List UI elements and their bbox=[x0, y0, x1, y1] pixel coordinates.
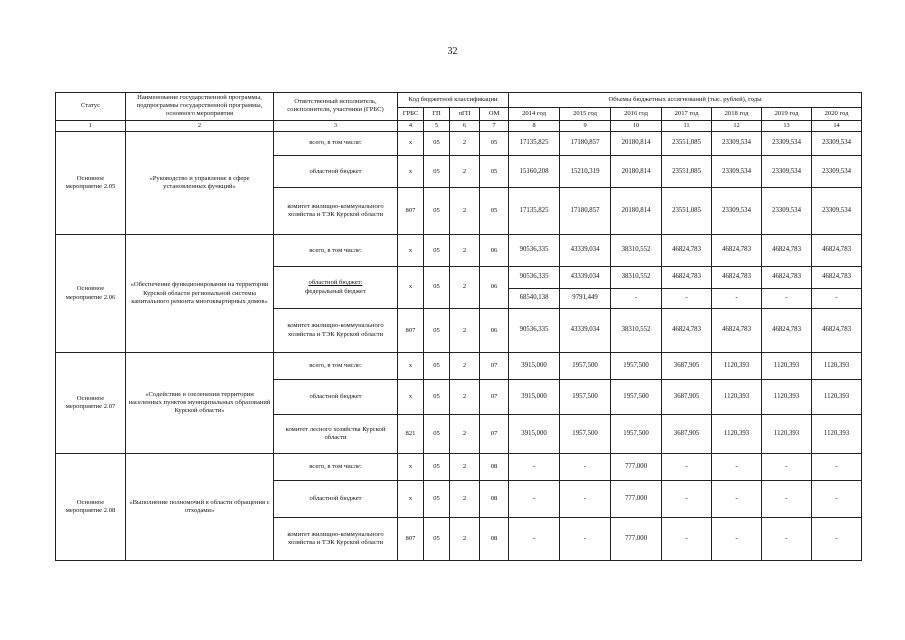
code-cell-gp: 05 bbox=[424, 131, 450, 156]
value-cell: 1120,393 bbox=[712, 380, 762, 414]
table-row bbox=[56, 353, 862, 380]
code-col-header: ГРБС bbox=[398, 107, 424, 120]
value-cell: 1957,500 bbox=[611, 353, 662, 380]
value-cell: 23551,085 bbox=[662, 188, 712, 235]
value-cell: - bbox=[662, 289, 712, 309]
code-cell-grbs: х bbox=[398, 380, 424, 414]
status-cell: Основное мероприятие 2.07 bbox=[56, 353, 126, 454]
code-cell-grbs: х bbox=[398, 481, 424, 518]
column-index: 5 bbox=[424, 120, 450, 131]
value-cell: 15210,319 bbox=[560, 156, 611, 188]
value-cell: 17135,825 bbox=[509, 131, 560, 156]
executor-cell: всего, в том числе: bbox=[274, 131, 398, 156]
value-cell: 23309,534 bbox=[812, 131, 862, 156]
code-col-header: ОМ bbox=[480, 107, 509, 120]
value-cell: 1957,500 bbox=[611, 414, 662, 453]
column-index: 4 bbox=[398, 120, 424, 131]
name-cell: «Руководство и управление в сфере установленных функций» bbox=[126, 131, 274, 234]
column-index: 6 bbox=[450, 120, 480, 131]
name-cell: «Содействие в озеленении территории населенных пунктов муниципальных образований Курской области» bbox=[126, 353, 274, 454]
code-cell-pgp: 2 bbox=[450, 414, 480, 453]
value-cell: 38310,552 bbox=[611, 235, 662, 267]
code-cell-grbs: 821 bbox=[398, 414, 424, 453]
value-cell: 23309,534 bbox=[812, 188, 862, 235]
value-cell: 46824,783 bbox=[662, 308, 712, 352]
value-cell: - bbox=[509, 454, 560, 481]
value-cell: 46824,783 bbox=[762, 308, 812, 352]
value-cell: 23309,534 bbox=[812, 156, 862, 188]
column-index: 1 bbox=[56, 120, 126, 131]
value-cell: 38310,552 bbox=[611, 267, 662, 289]
value-cell: - bbox=[762, 518, 812, 561]
code-cell-gp: 05 bbox=[424, 156, 450, 188]
column-index: 3 bbox=[274, 120, 398, 131]
column-index: 7 bbox=[480, 120, 509, 131]
executor-cell: всего, в том числе: bbox=[274, 454, 398, 481]
value-cell: 9791,449 bbox=[560, 289, 611, 309]
code-cell-gp: 05 bbox=[424, 481, 450, 518]
value-cell: 20180,814 bbox=[611, 188, 662, 235]
year-header: 2017 год bbox=[662, 107, 712, 120]
code-cell-gp: 05 bbox=[424, 353, 450, 380]
value-cell: - bbox=[509, 518, 560, 561]
executor-cell-split bbox=[274, 267, 398, 309]
value-cell: 777,000 bbox=[611, 481, 662, 518]
value-cell: 46824,783 bbox=[812, 308, 862, 352]
value-cell: 43339,034 bbox=[560, 267, 611, 289]
value-cell: 46824,783 bbox=[712, 308, 762, 352]
value-cell: 38310,552 bbox=[611, 308, 662, 352]
code-cell-grbs: 807 bbox=[398, 308, 424, 352]
value-cell: 1120,393 bbox=[762, 380, 812, 414]
year-header: 2019 год bbox=[762, 107, 812, 120]
code-cell-grbs: х bbox=[398, 353, 424, 380]
value-cell: 1120,393 bbox=[812, 414, 862, 453]
value-cell: 1957,500 bbox=[560, 414, 611, 453]
code-cell-om: 05 bbox=[480, 156, 509, 188]
column-index: 14 bbox=[812, 120, 862, 131]
executor-cell: комитет жилищно-коммунального хозяйства и ТЭК Курской области bbox=[274, 308, 398, 352]
value-cell: 17180,857 bbox=[560, 131, 611, 156]
value-cell: 1120,393 bbox=[762, 414, 812, 453]
code-cell-om: 05 bbox=[480, 188, 509, 235]
value-cell: - bbox=[509, 481, 560, 518]
code-col-header: ГП bbox=[424, 107, 450, 120]
year-header: 2020 год bbox=[812, 107, 862, 120]
code-cell-om: 06 bbox=[480, 308, 509, 352]
value-cell: - bbox=[712, 481, 762, 518]
code-cell-grbs: 807 bbox=[398, 188, 424, 235]
value-cell: - bbox=[560, 481, 611, 518]
column-index: 11 bbox=[662, 120, 712, 131]
year-header: 2016 год bbox=[611, 107, 662, 120]
value-cell: 777,000 bbox=[611, 454, 662, 481]
code-cell-gp: 05 bbox=[424, 188, 450, 235]
executor-federal: федеральный бюджет bbox=[305, 287, 366, 295]
executor-cell: комитет лесного хозяйства Курской области bbox=[274, 414, 398, 453]
header-status: Статус bbox=[56, 93, 126, 121]
code-cell-om: 08 bbox=[480, 454, 509, 481]
executor-cell: комитет жилищно-коммунального хозяйства и ТЭК Курской области bbox=[274, 518, 398, 561]
value-cell: 23309,534 bbox=[712, 188, 762, 235]
executor-cell: областной бюджет bbox=[274, 380, 398, 414]
value-cell: - bbox=[662, 481, 712, 518]
budget-table bbox=[55, 92, 862, 561]
table-row bbox=[56, 131, 862, 156]
status-cell: Основное мероприятие 2.05 bbox=[56, 131, 126, 234]
value-cell: 23551,085 bbox=[662, 156, 712, 188]
value-cell: 1120,393 bbox=[762, 353, 812, 380]
executor-cell: всего, в том числе: bbox=[274, 235, 398, 267]
value-cell: - bbox=[762, 454, 812, 481]
value-cell: 1120,393 bbox=[812, 380, 862, 414]
status-cell: Основное мероприятие 2.08 bbox=[56, 454, 126, 561]
value-cell: 46824,783 bbox=[812, 267, 862, 289]
code-cell-om: 07 bbox=[480, 414, 509, 453]
code-cell-grbs: 807 bbox=[398, 518, 424, 561]
value-cell: 777,000 bbox=[611, 518, 662, 561]
executor-cell: всего, в том числе: bbox=[274, 353, 398, 380]
code-cell-pgp: 2 bbox=[450, 156, 480, 188]
value-cell: - bbox=[712, 518, 762, 561]
value-cell: 43339,034 bbox=[560, 308, 611, 352]
name-cell: «Обеспечение функционирования на территории Курской области региональной системы капитального ремонта многоквартирных домов» bbox=[126, 235, 274, 353]
status-cell: Основное мероприятие 2.06 bbox=[56, 235, 126, 353]
code-cell-gp: 05 bbox=[424, 518, 450, 561]
value-cell: 3915,000 bbox=[509, 380, 560, 414]
year-header: 2015 год bbox=[560, 107, 611, 120]
code-cell-pgp: 2 bbox=[450, 518, 480, 561]
code-cell-gp: 05 bbox=[424, 380, 450, 414]
value-cell: - bbox=[712, 289, 762, 309]
value-cell: - bbox=[662, 518, 712, 561]
header-row bbox=[56, 93, 862, 108]
code-cell-gp: 05 bbox=[424, 308, 450, 352]
code-col-header: пГП bbox=[450, 107, 480, 120]
executor-cell: областной бюджет bbox=[274, 156, 398, 188]
value-cell: - bbox=[662, 454, 712, 481]
column-index: 12 bbox=[712, 120, 762, 131]
code-cell-pgp: 2 bbox=[450, 353, 480, 380]
page-number: 32 bbox=[447, 46, 458, 57]
column-index: 9 bbox=[560, 120, 611, 131]
index-row bbox=[56, 120, 862, 131]
value-cell: - bbox=[611, 289, 662, 309]
code-cell-om: 07 bbox=[480, 380, 509, 414]
column-index: 13 bbox=[762, 120, 812, 131]
header-code-group: Код бюджетной классификации bbox=[398, 93, 509, 108]
code-cell-gp: 05 bbox=[424, 454, 450, 481]
code-cell-pgp: 2 bbox=[450, 308, 480, 352]
code-cell-om: 05 bbox=[480, 131, 509, 156]
code-cell-pgp: 2 bbox=[450, 235, 480, 267]
value-cell: - bbox=[812, 454, 862, 481]
value-cell: - bbox=[762, 289, 812, 309]
value-cell: - bbox=[812, 518, 862, 561]
value-cell: - bbox=[812, 289, 862, 309]
code-cell-pgp: 2 bbox=[450, 454, 480, 481]
value-cell: 3687,905 bbox=[662, 353, 712, 380]
value-cell: 3915,000 bbox=[509, 414, 560, 453]
value-cell: - bbox=[762, 481, 812, 518]
value-cell: 3687,905 bbox=[662, 414, 712, 453]
code-cell-pgp: 2 bbox=[450, 267, 480, 309]
value-cell: 17135,825 bbox=[509, 188, 560, 235]
executor-cell: комитет жилищно-коммунального хозяйства и ТЭК Курской области bbox=[274, 188, 398, 235]
year-header: 2014 год bbox=[509, 107, 560, 120]
value-cell: - bbox=[560, 454, 611, 481]
code-cell-gp: 05 bbox=[424, 267, 450, 309]
value-cell: 17180,857 bbox=[560, 188, 611, 235]
executor-cell: областной бюджет bbox=[274, 481, 398, 518]
column-index: 8 bbox=[509, 120, 560, 131]
value-cell: - bbox=[712, 454, 762, 481]
code-cell-pgp: 2 bbox=[450, 380, 480, 414]
value-cell: 1120,393 bbox=[712, 353, 762, 380]
code-cell-pgp: 2 bbox=[450, 188, 480, 235]
code-cell-om: 06 bbox=[480, 267, 509, 309]
value-cell: 46824,783 bbox=[762, 267, 812, 289]
value-cell: 23551,085 bbox=[662, 131, 712, 156]
value-cell: - bbox=[812, 481, 862, 518]
code-cell-grbs: х bbox=[398, 156, 424, 188]
value-cell: 1957,500 bbox=[560, 380, 611, 414]
value-cell: 23309,534 bbox=[762, 131, 812, 156]
code-cell-om: 08 bbox=[480, 518, 509, 561]
value-cell: 90536,335 bbox=[509, 267, 560, 289]
header-name: Наименование государственной программы, подпрограммы государственной программы, основного мероприятия bbox=[126, 93, 274, 121]
code-cell-grbs: х bbox=[398, 454, 424, 481]
code-cell-om: 08 bbox=[480, 481, 509, 518]
value-cell: 68540,138 bbox=[509, 289, 560, 309]
value-cell: 46824,783 bbox=[762, 235, 812, 267]
value-cell: - bbox=[560, 518, 611, 561]
value-cell: 15160,208 bbox=[509, 156, 560, 188]
value-cell: 46824,783 bbox=[662, 235, 712, 267]
name-cell: «Выполнение полномочий в области обращения с отходами» bbox=[126, 454, 274, 561]
value-cell: 1120,393 bbox=[712, 414, 762, 453]
value-cell: 20180,814 bbox=[611, 156, 662, 188]
value-cell: 3687,905 bbox=[662, 380, 712, 414]
value-cell: 3915,000 bbox=[509, 353, 560, 380]
value-cell: 46824,783 bbox=[812, 235, 862, 267]
value-cell: 23309,534 bbox=[712, 131, 762, 156]
code-cell-grbs: х bbox=[398, 131, 424, 156]
header-volume-group: Объемы бюджетных ассигнований (тыс. рублей), годы bbox=[509, 93, 862, 108]
value-cell: 90536,335 bbox=[509, 235, 560, 267]
table-body bbox=[56, 131, 862, 561]
code-cell-gp: 05 bbox=[424, 235, 450, 267]
value-cell: 46824,783 bbox=[662, 267, 712, 289]
year-header: 2018 год bbox=[712, 107, 762, 120]
table-row bbox=[56, 235, 862, 267]
code-cell-grbs: х bbox=[398, 235, 424, 267]
value-cell: 23309,534 bbox=[712, 156, 762, 188]
column-index: 10 bbox=[611, 120, 662, 131]
value-cell: 20180,814 bbox=[611, 131, 662, 156]
value-cell: 46824,783 bbox=[712, 267, 762, 289]
code-cell-pgp: 2 bbox=[450, 131, 480, 156]
value-cell: 90536,335 bbox=[509, 308, 560, 352]
header-executor: Ответственный исполнитель, соисполнители, участники (ГРБС) bbox=[274, 93, 398, 121]
value-cell: 23309,534 bbox=[762, 188, 812, 235]
code-cell-om: 07 bbox=[480, 353, 509, 380]
column-index: 2 bbox=[126, 120, 274, 131]
value-cell: 43339,034 bbox=[560, 235, 611, 267]
table-row bbox=[56, 454, 862, 481]
code-cell-om: 06 bbox=[480, 235, 509, 267]
value-cell: 23309,534 bbox=[762, 156, 812, 188]
code-cell-pgp: 2 bbox=[450, 481, 480, 518]
value-cell: 1957,500 bbox=[560, 353, 611, 380]
code-cell-gp: 05 bbox=[424, 414, 450, 453]
code-cell-grbs: х bbox=[398, 267, 424, 309]
value-cell: 1120,393 bbox=[812, 353, 862, 380]
value-cell: 46824,783 bbox=[712, 235, 762, 267]
value-cell: 1957,500 bbox=[611, 380, 662, 414]
executor-regional: областной бюджет: bbox=[308, 279, 363, 287]
